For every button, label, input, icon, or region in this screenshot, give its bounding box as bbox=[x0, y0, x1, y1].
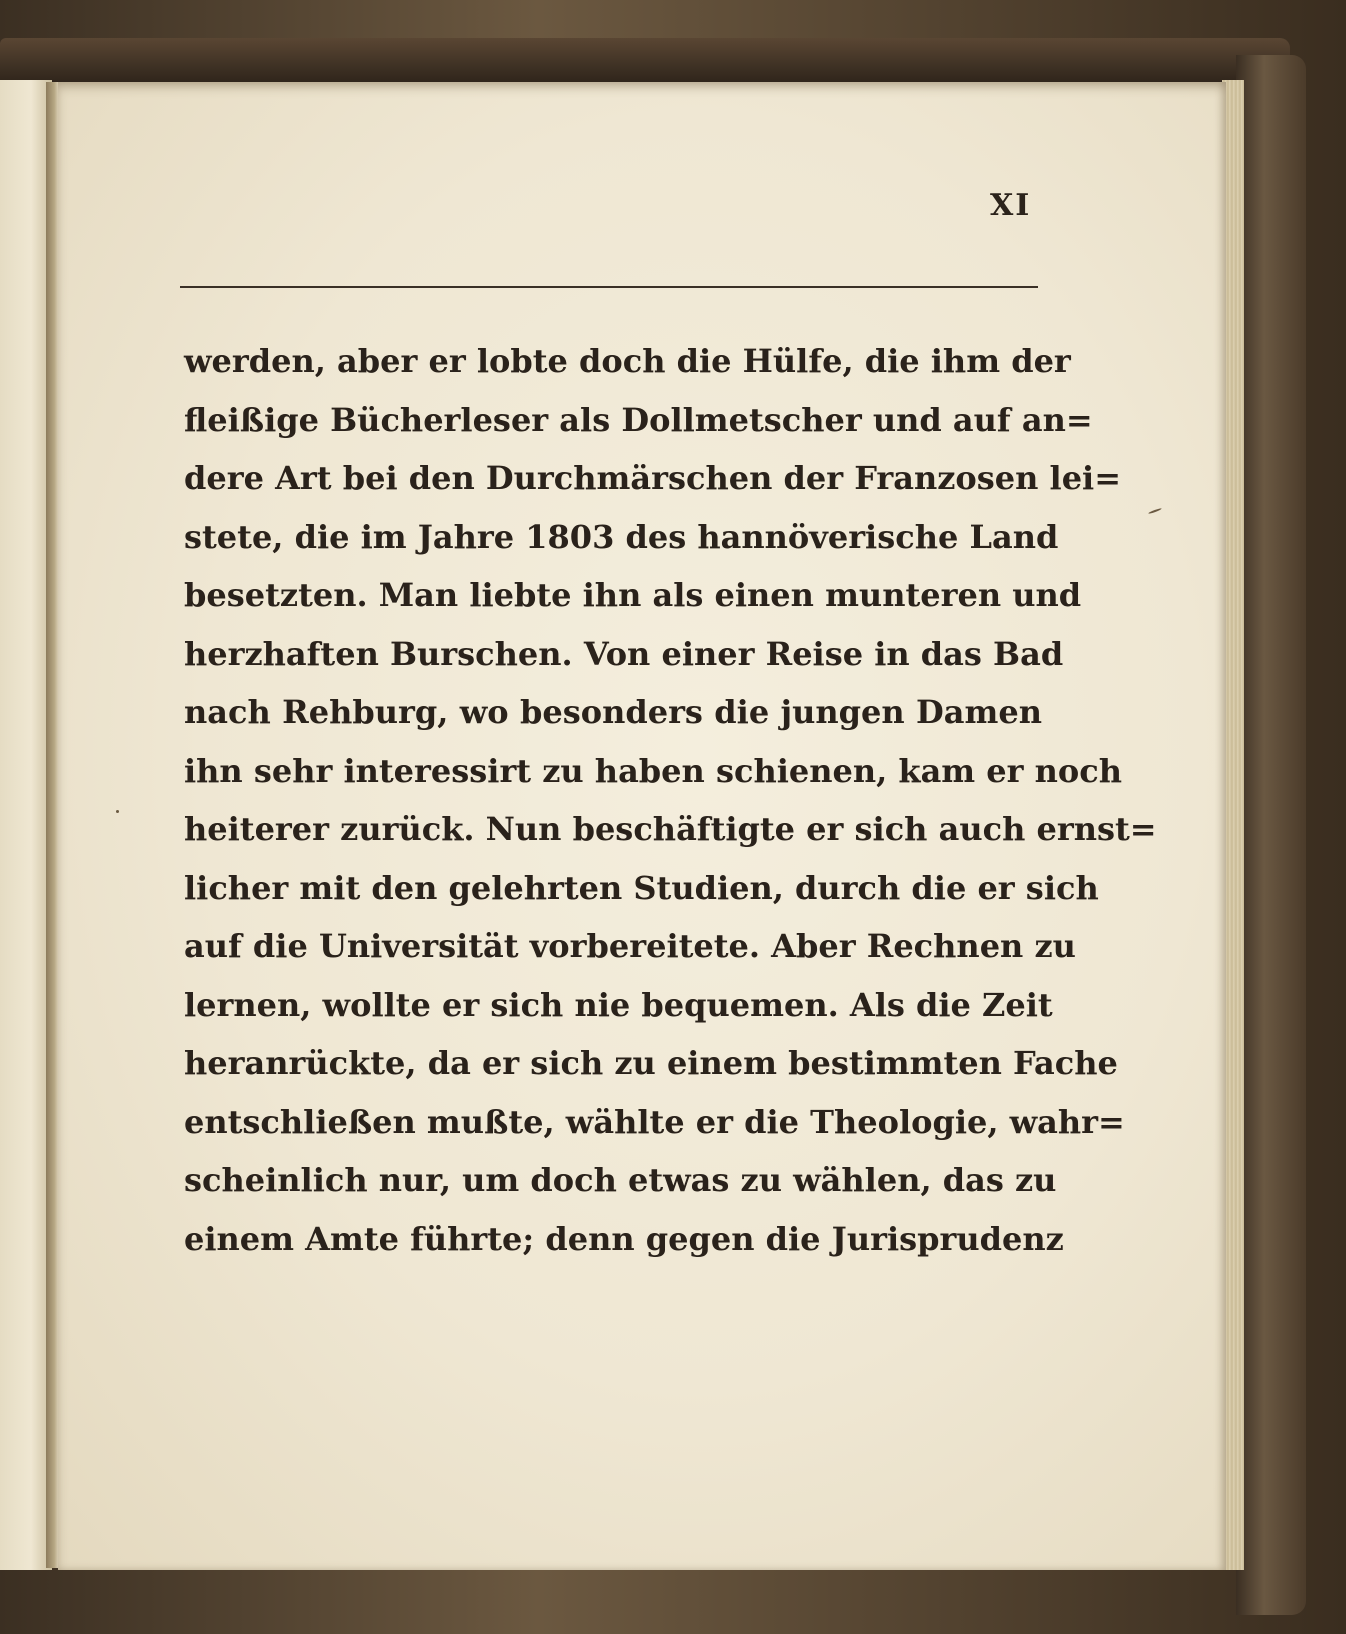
text-line: dere Art bei den Durchmärschen der Franzosen lei= bbox=[184, 459, 1122, 497]
text-line: herzhaften Burschen. Von einer Reise in das Bad bbox=[184, 634, 1064, 673]
book-cover-top-edge bbox=[0, 38, 1290, 86]
text-line: licher mit den gelehrten Studien, durch die er sich bbox=[184, 868, 1099, 907]
text-line: fleißige Bücherleser als Dollmetscher und auf an= bbox=[184, 400, 1093, 439]
text-line: heiterer zurück. Nun beschäftigte er sich auch ernst= bbox=[184, 810, 1157, 848]
text-line: scheinlich nur, um doch etwas zu wählen, das zu bbox=[184, 1161, 1057, 1199]
text-line: heranrückte, da er sich zu einem bestimmten Fache bbox=[184, 1044, 1118, 1082]
book-cover-right-edge bbox=[1236, 55, 1306, 1615]
text-line: lernen, wollte er sich nie bequemen. Als die Zeit bbox=[184, 985, 1053, 1024]
text-line: ihn sehr interessirt zu haben schienen, kam er noch bbox=[184, 751, 1123, 790]
text-line: stete, die im Jahre 1803 des hannöverische Land bbox=[184, 517, 1059, 556]
text-line: werden, aber er lobte doch die Hülfe, die ihm der bbox=[184, 342, 1071, 380]
text-line: einem Amte führte; denn gegen die Jurisprudenz bbox=[184, 1219, 1064, 1258]
text-line: entschließen mußte, wählte er die Theologie, wahr= bbox=[184, 1102, 1125, 1141]
body-text bbox=[184, 332, 1157, 1268]
text-line: auf die Universität vorbereitete. Aber Rechnen zu bbox=[184, 927, 1076, 965]
left-page-edge bbox=[0, 80, 52, 1570]
page-blemish bbox=[116, 810, 119, 813]
header-rule bbox=[180, 286, 1038, 288]
page-number: XI bbox=[990, 188, 1032, 223]
page-blemish bbox=[1148, 508, 1162, 515]
text-line: nach Rehburg, wo besonders die jungen Damen bbox=[184, 693, 1042, 731]
text-line: besetzten. Man liebte ihn als einen munteren und bbox=[184, 576, 1082, 614]
